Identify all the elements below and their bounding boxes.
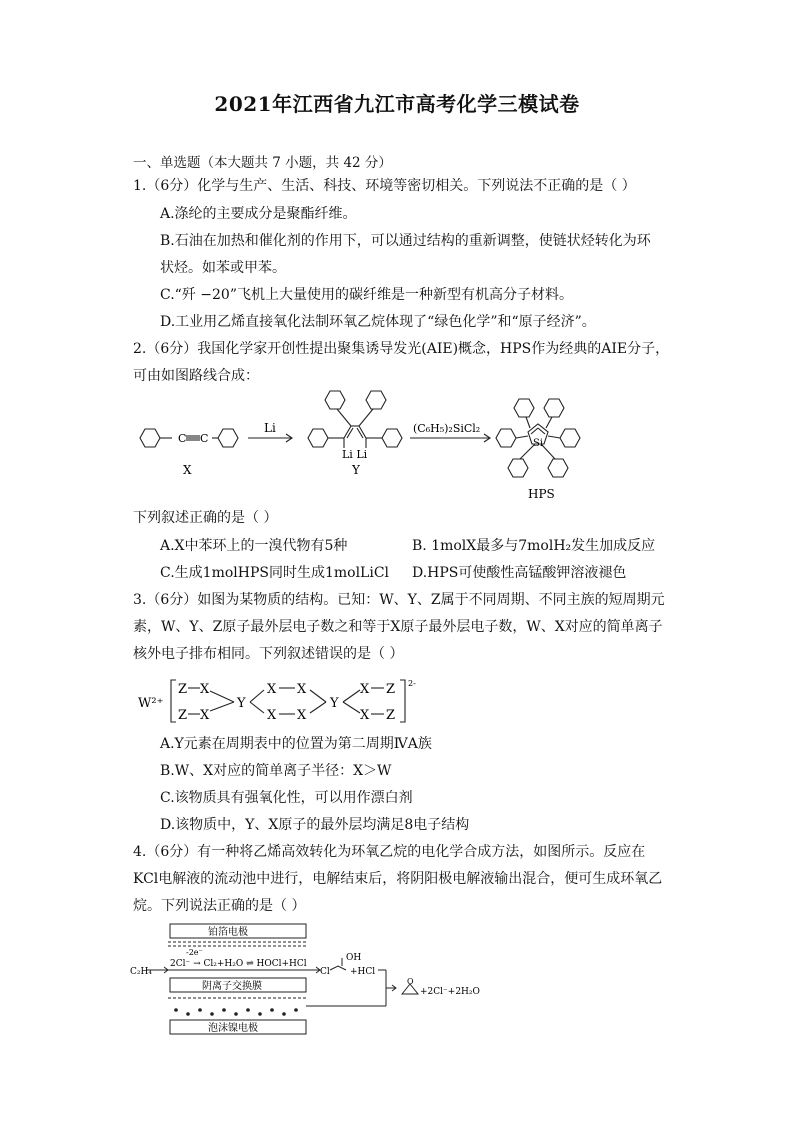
q2-option-d: D.HPS可使酸性高锰酸钾溶液褪色 (412, 565, 627, 581)
section-header: 一、单选题（本大题共 7 小题，共 42 分） (133, 155, 392, 171)
page-title: 2021年江西省九江市高考化学三模试卷 (214, 92, 580, 116)
cation-w: W²⁺ (138, 696, 164, 711)
atom-z: Z (386, 708, 396, 723)
benzene-ring (548, 459, 568, 477)
anion-charge: 2- (408, 679, 416, 688)
benzene-ring (308, 429, 328, 447)
atom-x: X (297, 708, 307, 723)
bottom-electrode-label: 泡沫镍电极 (208, 1023, 258, 1034)
hydroxyl-label: OH (346, 953, 362, 963)
q4-stem-line1: 4.（6分）有一种将乙烯高效转化为环氧乙烷的电化学合成方法，如图所示。反应在 (133, 844, 646, 860)
li-li-label: Li Li (342, 448, 368, 461)
epoxide-oxygen: O (407, 977, 414, 986)
q2-stem-line2: 可由如图路线合成： (133, 368, 259, 384)
atom-x: X (297, 682, 307, 697)
benzene-ring (366, 391, 386, 409)
top-electrode-label: 铂箔电极 (208, 927, 248, 938)
q2-stem-line1: 2.（6分）我国化学家开创性提出聚集诱导发光(AIE)概念，HPS作为经典的AIE分子， (133, 341, 670, 357)
q1-option-b-line2: 状烃。如苯或甲苯。 (160, 260, 286, 276)
q2-lead: 下列叙述正确的是（ ） (133, 510, 278, 526)
q2-option-c: C.生成1molHPS同时生成1molLiCl (160, 565, 390, 581)
atom-x: X (267, 708, 277, 723)
q3-option-b: B.W、X对应的简单离子半径：X＞W (160, 763, 392, 779)
reagent-li: Li (264, 421, 276, 435)
scheme-carbon: C (178, 432, 187, 445)
q1-stem: 1.（6分）化学与生产、生活、科技、环境等密切相关。下列说法不正确的是（ ） (133, 178, 636, 194)
q1-option-a: A.涤纶的主要成分是聚酯纤维。 (160, 206, 357, 222)
q3-stem-line1: 3.（6分）如图为某物质的结构。已知：W、Y、Z属于不同周期、不同主族的短周期元 (133, 592, 665, 608)
atom-x: X (200, 708, 210, 723)
q2-option-b: B. 1molX最多与7molH₂发生加成反应 (412, 538, 656, 554)
atom-x: X (360, 708, 370, 723)
q2-synthesis-scheme (130, 388, 610, 506)
label-hps: HPS (528, 487, 555, 501)
benzene-ring (325, 391, 345, 409)
chlorine-label: Cl (320, 967, 330, 977)
reagent-silane: (C₆H₅)₂SiCl₂ (413, 422, 481, 435)
atom-x: X (360, 682, 370, 697)
benzene-ring (140, 429, 160, 447)
benzene-ring (496, 429, 516, 447)
q4-flow-cell-diagram (130, 922, 480, 1040)
q3-stem-line2: 素，W、Y、Z原子最外层电子数之和等于X原子最外层电子数，W、X对应的简单离子 (133, 619, 663, 635)
product-label: +2Cl⁻+2H₂O (420, 987, 480, 997)
membrane-label: 阴离子交换膜 (202, 981, 262, 992)
q1-option-d: D.工业用乙烯直接氧化法制环氧乙烷体现了“绿色化学”和“原子经济”。 (160, 314, 596, 330)
benzene-ring (382, 429, 402, 447)
q4-stem-line2: KCl电解液的流动池中进行，电解结束后，将阴阳极电解液输出混合，便可生成环氧乙 (133, 871, 663, 887)
atom-y: Y (237, 696, 246, 711)
q3-option-c: C.该物质具有强氧化性，可以用作漂白剂 (160, 790, 413, 806)
benzene-ring (544, 399, 564, 417)
benzene-ring (508, 459, 528, 477)
q2-option-a: A.X中苯环上的一溴代物有5种 (160, 538, 348, 554)
scheme-carbon: C (200, 432, 209, 445)
atom-x: X (267, 682, 277, 697)
atom-x: X (200, 682, 210, 697)
atom-z: Z (178, 682, 188, 697)
q1-option-c: C.“歼 −20”飞机上大量使用的碳纤维是一种新型有机高分子材料。 (160, 287, 573, 303)
label-y: Y (352, 463, 360, 477)
ethylene-label: C₂H₄ (130, 967, 152, 977)
atom-z: Z (386, 682, 396, 697)
benzene-ring (514, 399, 534, 417)
q1-option-b-line1: B.石油在加热和催化剂的作用下，可以通过结构的重新调整，使链状烃转化为环 (160, 233, 651, 249)
q3-structure (138, 676, 428, 728)
benzene-ring (560, 429, 580, 447)
label-x: X (183, 463, 192, 477)
atom-z: Z (178, 708, 188, 723)
hcl-label: +HCl (350, 967, 376, 977)
atom-y: Y (330, 696, 339, 711)
q3-option-a: A.Y元素在周期表中的位置为第二周期ⅣA族 (160, 736, 432, 752)
anode-reaction: 2Cl⁻ → Cl₂+H₂O ⇌ HOCl+HCl (170, 959, 307, 969)
si-label: Si (533, 438, 544, 449)
q3-option-d: D.该物质中，Y、X原子的最外层均满足8电子结构 (160, 817, 470, 833)
q4-stem-line3: 烷。下列说法正确的是（ ） (133, 898, 306, 914)
benzene-ring (218, 429, 238, 447)
q3-stem-line3: 核外电子排布相同。下列叙述错误的是（ ） (133, 646, 404, 662)
electron-label: -2e⁻ (186, 948, 203, 957)
